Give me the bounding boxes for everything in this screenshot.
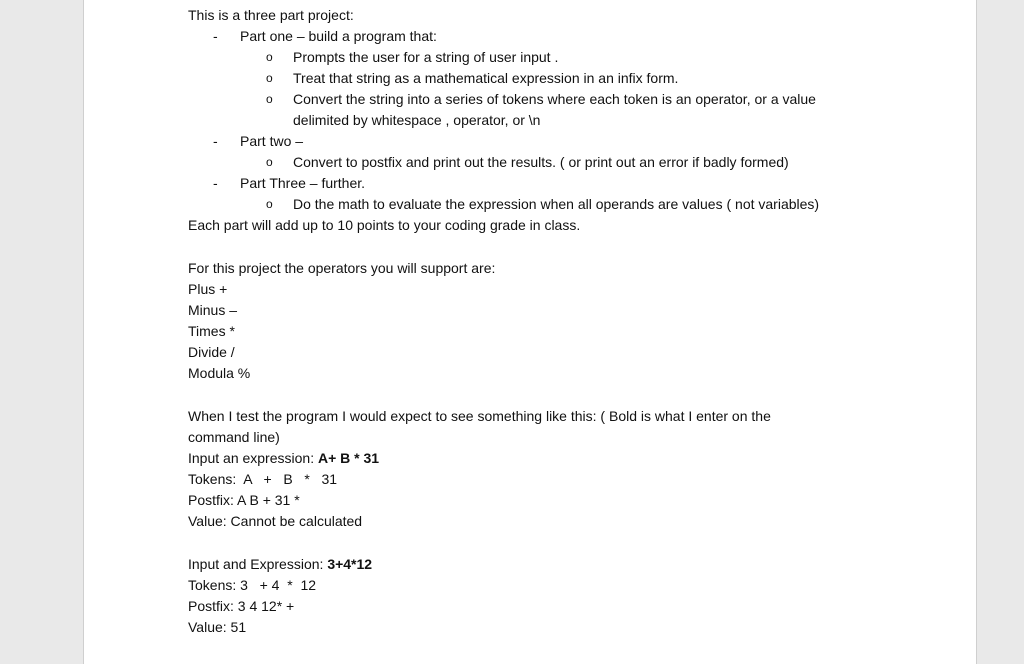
operator-item: Minus – xyxy=(188,302,238,318)
bullet-icon: o xyxy=(266,71,273,85)
prompt-label: Input and Expression: xyxy=(188,556,328,572)
part-one-item: Prompts the user for a string of user input . xyxy=(293,49,559,65)
example-prompt xyxy=(188,448,379,469)
part-one-item: Convert the string into a series of tokens where each token is an operator, or a value xyxy=(293,91,816,107)
part-two-item: Convert to postfix and print out the results. ( or print out an error if badly formed) xyxy=(293,154,789,170)
part-two-title: Part two – xyxy=(240,133,304,149)
example-value: Value: 51 xyxy=(188,619,247,635)
part-two-dash: - xyxy=(213,133,218,149)
part-three-title: Part Three – further. xyxy=(240,175,366,191)
prompt-input: A+ B * 31 xyxy=(317,450,380,466)
bullet-icon: o xyxy=(266,92,273,106)
example-tokens: Tokens: A + B * 31 xyxy=(188,471,338,487)
example-prompt xyxy=(188,554,372,575)
example-postfix: Postfix: 3 4 12* + xyxy=(188,598,295,614)
operator-item: Times * xyxy=(188,323,235,339)
example-value: Value: Cannot be calculated xyxy=(188,513,363,529)
grading-text: Each part will add up to 10 points to your coding grade in class. xyxy=(188,217,581,233)
test-intro-text: command line) xyxy=(188,429,280,445)
prompt-label: Input an expression: xyxy=(188,450,318,466)
operator-item: Plus + xyxy=(188,281,228,297)
prompt-input: 3+4*12 xyxy=(327,556,373,572)
bullet-icon: o xyxy=(266,155,273,169)
bullet-icon: o xyxy=(266,197,273,211)
part-three-item: Do the math to evaluate the expression when all operands are values ( not variables) xyxy=(293,196,820,212)
operator-item: Divide / xyxy=(188,344,235,360)
example-tokens: Tokens: 3 + 4 * 12 xyxy=(188,577,317,593)
intro-text: This is a three part project: xyxy=(188,7,354,23)
part-three-dash: - xyxy=(213,175,218,191)
example-postfix: Postfix: A B + 31 * xyxy=(188,492,300,508)
part-one-dash: - xyxy=(213,28,218,44)
operators-heading: For this project the operators you will support are: xyxy=(188,260,496,276)
part-one-item: Treat that string as a mathematical expression in an infix form. xyxy=(293,70,679,86)
operator-item: Modula % xyxy=(188,365,251,381)
part-one-item-continuation: delimited by whitespace , operator, or \n xyxy=(293,112,541,128)
test-intro-text: When I test the program I would expect to see something like this: ( Bold is what I enter on the xyxy=(188,408,771,424)
part-one-title: Part one – build a program that: xyxy=(240,28,437,44)
bullet-icon: o xyxy=(266,50,273,64)
